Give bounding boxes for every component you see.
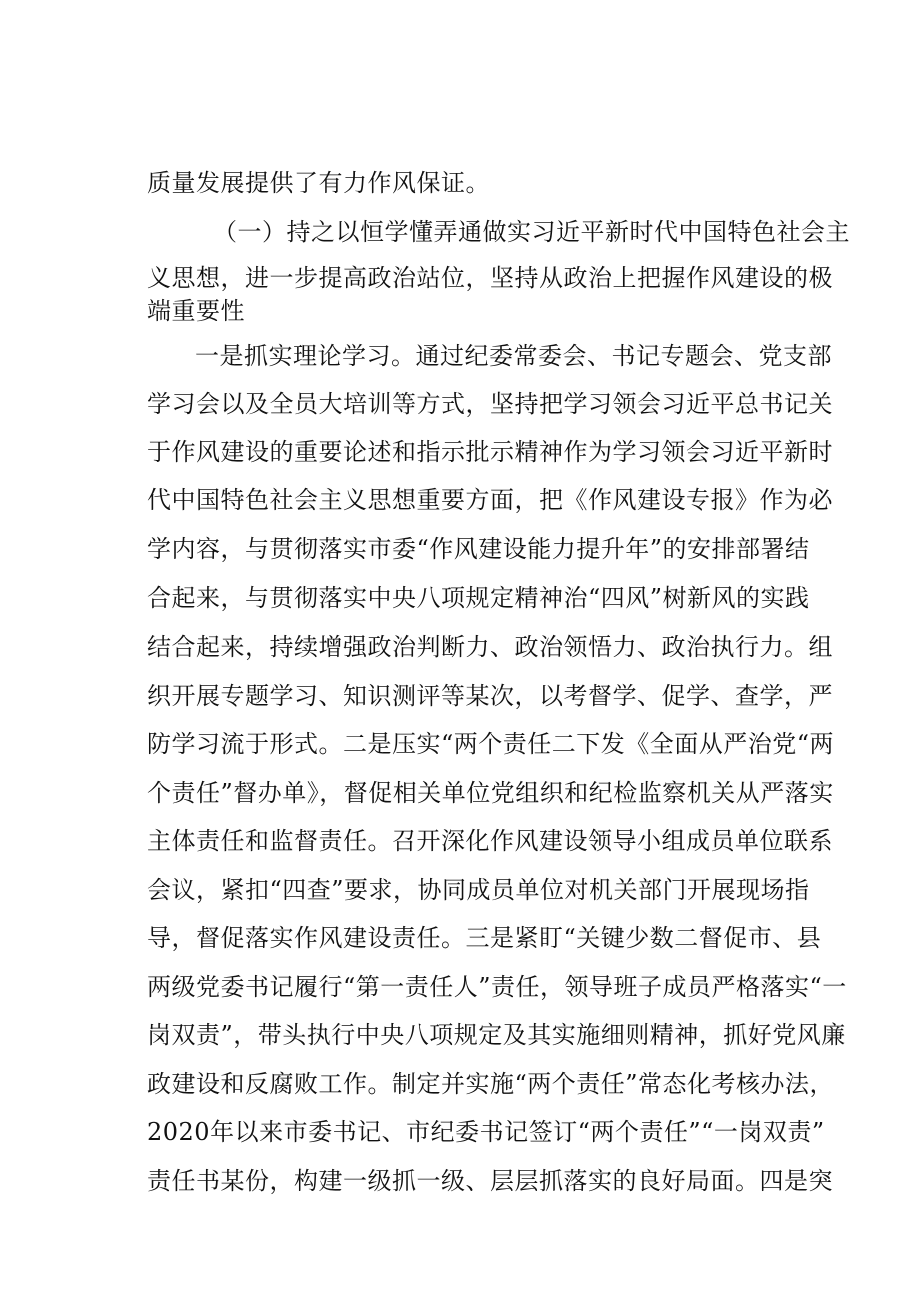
text-line: 于作风建设的重要论述和指示批示精神作为学习领会习近平新时 — [147, 438, 833, 466]
text-line: 导，督促落实作风建设责任。三是紧盯“关键少数二督促市、县 — [147, 924, 822, 952]
text-line: 防学习流于形式。二是压实“两个责任二下发《全面从严治党“两 — [147, 730, 835, 758]
text-line: 质量发展提供了有力作风保证。 — [147, 169, 490, 197]
section-heading-line: 义思想，进一步提高政治站位，坚持从政治上把握作风建设的极 — [147, 264, 833, 292]
text-line: 学内容，与贯彻落实市委“作风建设能力提升年”的安排部署结 — [147, 535, 810, 563]
text-line: 合起来，与贯彻落实中央八项规定精神治“四风”树新风的实践 — [147, 584, 810, 612]
text-line: 主体责任和监督责任。召开深化作风建设领导小组成员单位联系 — [147, 827, 833, 855]
text-line: 2020年以来市委书记、市纪委书记签订“两个责任”“一岗双责” — [147, 1118, 825, 1146]
text-line: 岗双责”，带头执行中央八项规定及其实施细则精神，抓好党风廉 — [147, 1021, 846, 1049]
text-line: 织开展专题学习、知识测评等某次，以考督学、促学、查学，严 — [147, 682, 833, 710]
section-heading-line: 端重要性 — [147, 297, 245, 325]
text-line: 两级党委书记履行“第一责任人”责任，领导班子成员严格落实“一 — [147, 973, 847, 1001]
section-heading-line: （一）持之以恒学懂弄通做实习近平新时代中国特色社会主 — [213, 218, 850, 246]
text-line: 学习会以及全员大培训等方式，坚持把学习领会习近平总书记关 — [147, 390, 833, 418]
text-line: 政建设和反腐败工作。制定并实施“两个责任”常态化考核办法， — [147, 1070, 835, 1098]
text-line: 代中国特色社会主义思想重要方面，把《作风建设专报》作为必 — [147, 486, 833, 514]
text-line: 责任书某份，构建一级抓一级、层层抓落实的良好局面。四是突 — [147, 1167, 833, 1195]
text-line: 会议，紧扣“四查”要求，协同成员单位对机关部门开展现场指 — [147, 876, 810, 904]
text-line: 个责任”督办单》，督促相关单位党组织和纪检监察机关从严落实 — [147, 779, 834, 807]
text-line: 一是抓实理论学习。通过纪委常委会、书记专题会、党支部 — [195, 342, 832, 370]
text-line: 结合起来，持续增强政治判断力、政治领悟力、政治执行力。组 — [147, 633, 833, 661]
